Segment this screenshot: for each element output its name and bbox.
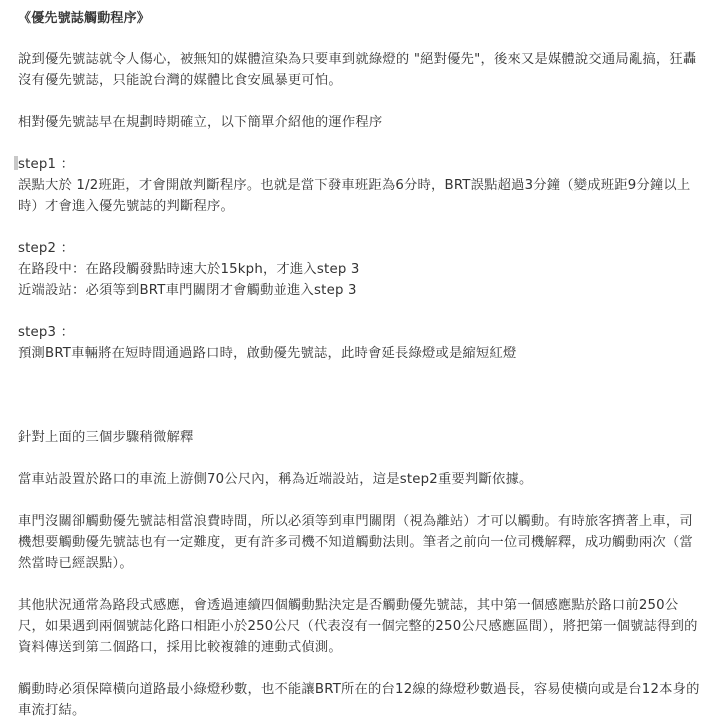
step2-line-2: 近端設站：必須等到BRT車門關閉才會觸動並進入step 3 [18, 283, 357, 298]
step3-text: 預測BRT車輛將在短時間通過路口時，啟動優先號誌，此時會延長綠燈或是縮短紅燈 [18, 346, 517, 361]
step1-heading: step1 ： [18, 154, 702, 175]
step1-text: 誤點大於 1/2班距，才會開啟判斷程序。也就是當下發車班距為6分時，BRT誤點超過3分鐘（變成班距9分鐘以上時）才會進入優先號誌的判斷程序。 [18, 178, 691, 214]
intro-paragraph: 說到優先號誌就令人傷心，被無知的媒體渲染為只要車到就綠燈的 "絕對優先"，後來又是媒體說交通局亂搞，狂轟沒有優先號誌，只能說台灣的媒體比食安風暴更可怕。 [18, 52, 697, 88]
step2-heading: step2 ： [18, 241, 75, 256]
explain-paragraph-4: 觸動時必須保障橫向道路最小綠燈秒數，也不能讓BRT所在的台12線的綠燈秒數過長，容易使橫向或是台12本身的車流打結。 [18, 682, 700, 718]
explain-paragraph-2: 車門沒關卻觸動優先號誌相當浪費時間，所以必須等到車門關閉（視為離站）才可以觸動。有時旅客擠著上車，司機想要觸動優先號誌也有一定難度，更有許多司機不知道觸動法則。筆者之前向一位司機解釋，成功觸動兩次（當然當時已經誤點）。 [18, 514, 693, 571]
step2-line-1: 在路段中：在路段觸發點時速大於15kph，才進入step 3 [18, 262, 360, 277]
explain-paragraph-1: 當車站設置於路口的車流上游側70公尺內，稱為近端設站，這是step2重要判斷依據。 [18, 472, 533, 487]
article-title: 《優先號誌觸動程序》 [18, 11, 151, 26]
intro-paragraph-2: 相對優先號誌早在規劃時期確立，以下簡單介紹他的運作程序 [18, 115, 383, 130]
explain-paragraph-3: 其他狀況通常為路段式感應，會透過連續四個觸動點決定是否觸動優先號誌，其中第一個感應點於路口前250公尺，如果遇到兩個號誌化路口相距小於250公尺（代表沒有一個完整的250公尺感應區間），將把第一個號誌得到的資料傳送到第二個路口，採用比較複雜的連動式偵測。 [18, 598, 698, 655]
step3-heading: step3 ： [18, 325, 75, 340]
explain-heading: 針對上面的三個步驟稍微解釋 [18, 430, 194, 445]
